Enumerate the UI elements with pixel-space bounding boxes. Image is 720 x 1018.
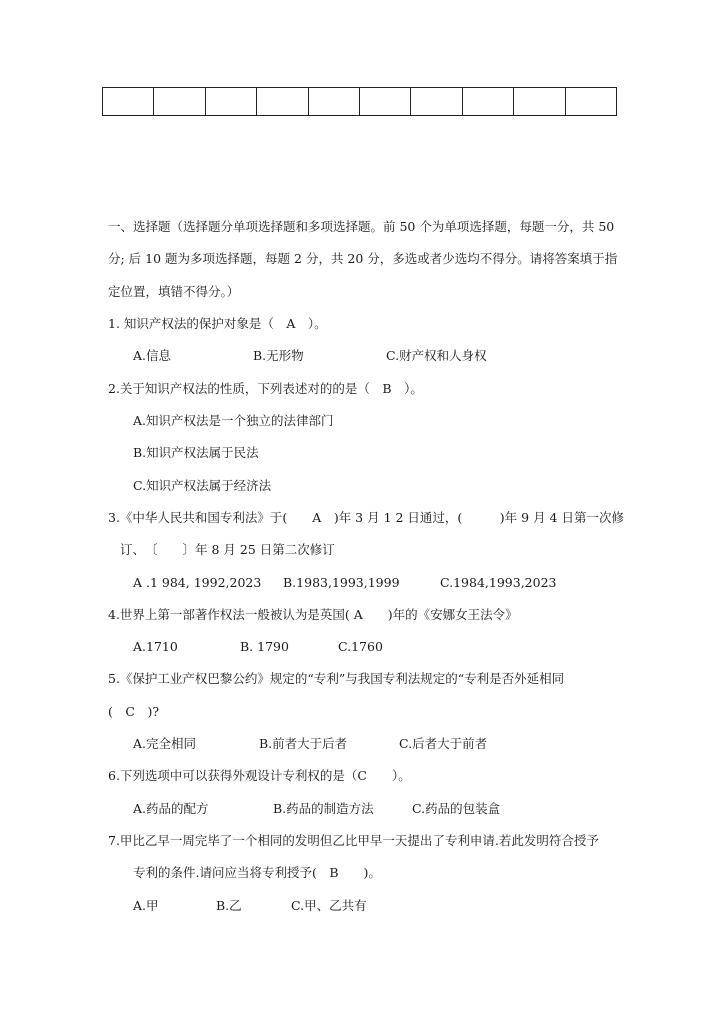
score-cell xyxy=(257,88,308,116)
option-c: C.知识产权法属于经济法 xyxy=(133,478,272,493)
option-c: C.甲、乙共有 xyxy=(291,898,367,913)
section-intro-line: 分; 后 10 题为多项选择题，每题 2 分，共 20 分，多选或者少选均不得分。请将答案填于指 xyxy=(108,251,618,266)
option-b: B.前者大于后者 xyxy=(259,736,348,751)
option-a: A.1710 xyxy=(133,639,178,654)
option-a: A.甲 xyxy=(133,898,159,913)
option-b: B.药品的制造方法 xyxy=(273,801,374,816)
score-cell xyxy=(359,88,410,116)
option-a: A .1 984, 1992,2023 xyxy=(133,575,262,590)
score-cell xyxy=(565,88,616,116)
score-cell xyxy=(103,88,154,116)
option-b: B.乙 xyxy=(216,898,242,913)
question-stem: 5.《保护工业产权巴黎公约》规定的“专利”与我国专利法规定的“专利是否外延相同 xyxy=(108,671,565,686)
score-cell xyxy=(205,88,256,116)
score-cell xyxy=(308,88,359,116)
question-stem: 6.下列选项中可以获得外观设计专利权的是（C ）。 xyxy=(108,768,411,783)
option-a: A.完全相同 xyxy=(133,736,197,751)
section-intro-line: 一、选择题（选择题分单项选择题和多项选择题。前 50 个为单项选择题，每题一分，共 50 xyxy=(108,219,615,234)
option-c: C.1984,1993,2023 xyxy=(440,575,557,590)
option-a: A.知识产权法是一个独立的法律部门 xyxy=(133,413,334,428)
option-a: A.药品的配方 xyxy=(133,801,209,816)
option-b: B.1983,1993,1999 xyxy=(283,575,400,590)
option-b: B. 1790 xyxy=(240,639,289,654)
question-stem: 1. 知识产权法的保护对象是（ A ）。 xyxy=(108,316,327,331)
score-cell xyxy=(411,88,462,116)
score-cell xyxy=(154,88,205,116)
option-b: B.知识产权法属于民法 xyxy=(133,445,259,460)
question-stem-continued: ( C )? xyxy=(108,704,160,719)
option-c: C.后者大于前者 xyxy=(399,736,488,751)
question-stem: 2.关于知识产权法的性质，下列表述对的的是（ B ）。 xyxy=(108,381,423,396)
question-stem: 4.世界上第一部著作权法一般被认为是英国( A )年的《安娜女王法令》 xyxy=(108,607,518,622)
question-stem: 7.甲比乙早一周完毕了一个相同的发明但乙比甲早一天提出了专利申请.若此发明符合授予 xyxy=(108,833,599,848)
option-b: B.无形物 xyxy=(253,348,304,363)
question-stem: 3.《中华人民共和国专利法》于( A )年 3 月 1 2 日通过，( )年 9 月 4 日第一次修 xyxy=(108,510,624,525)
score-table xyxy=(102,87,617,116)
question-stem-continued: 专利的条件.请问应当将专利授予( B )。 xyxy=(133,865,381,880)
question-stem-continued: 订、 〔 〕年 8 月 25 日第二次修订 xyxy=(120,542,335,557)
score-cell xyxy=(462,88,513,116)
option-c: C.1760 xyxy=(338,639,383,654)
option-c: C.药品的包装盒 xyxy=(412,801,501,816)
section-intro-line: 定位置，填错不得分。） xyxy=(108,284,240,299)
option-a: A.信息 xyxy=(133,348,172,363)
option-c: C.财产权和人身权 xyxy=(386,348,487,363)
score-cell xyxy=(514,88,565,116)
score-table-row xyxy=(103,88,617,116)
